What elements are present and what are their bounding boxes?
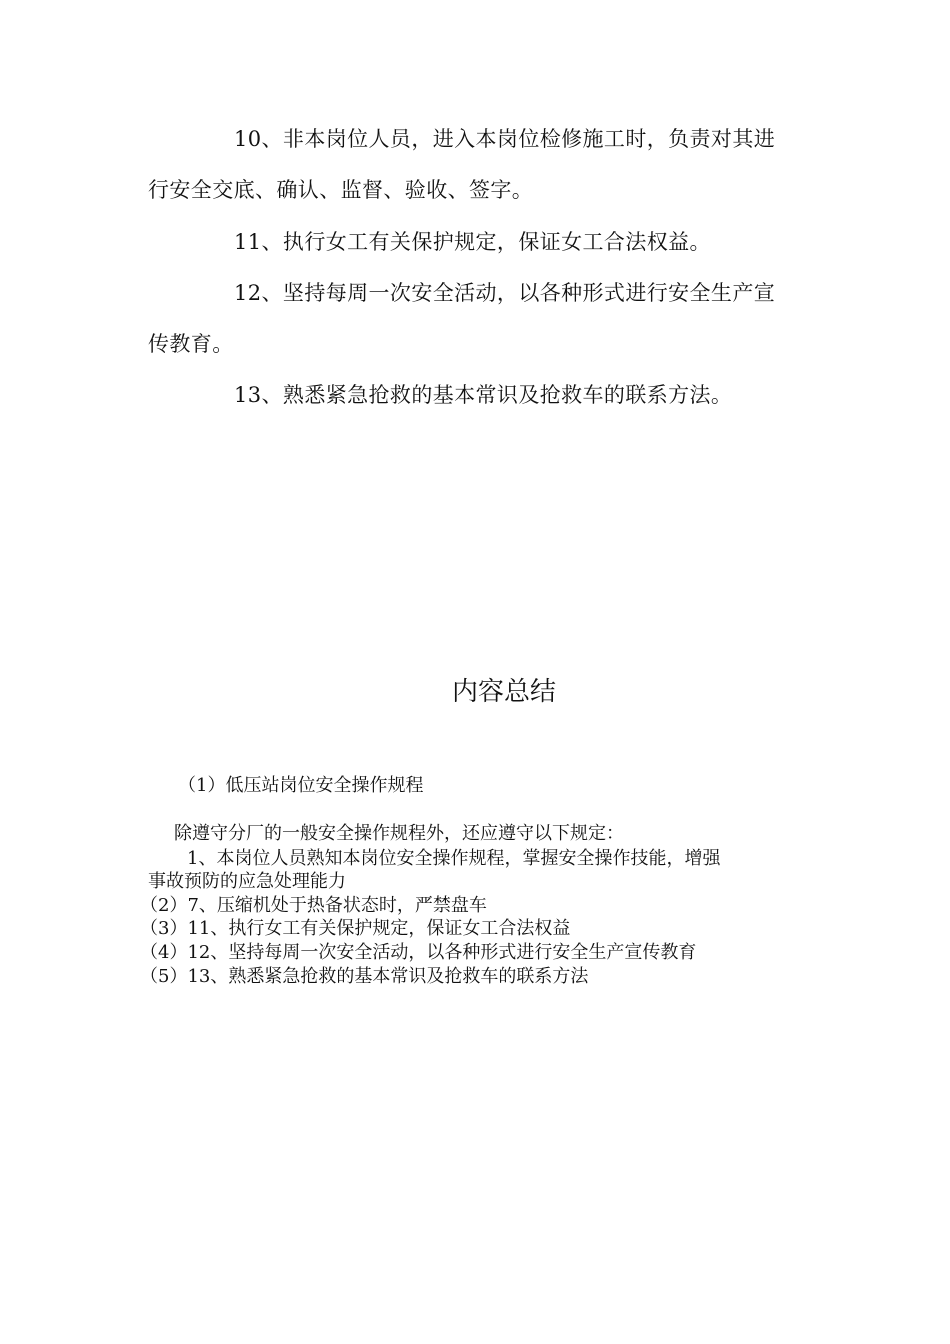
item-10-line-2: 行安全交底、确认、监督、验收、签字。 bbox=[148, 178, 534, 202]
summary-point-2: （2）7、压缩机处于热备状态时，严禁盘车 bbox=[140, 895, 487, 916]
summary-point-4: （4）12、坚持每周一次安全活动，以各种形式进行安全生产宣传教育 bbox=[140, 942, 697, 963]
item-13: 13、熟悉紧急抢救的基本常识及抢救车的联系方法。 bbox=[234, 383, 733, 407]
item-11: 11、执行女工有关保护规定，保证女工合法权益。 bbox=[234, 230, 711, 254]
summary-point-1-line-1: 1、本岗位人员熟知本岗位安全操作规程，掌握安全操作技能，增强 bbox=[187, 848, 721, 869]
summary-title: 内容总结 bbox=[451, 677, 556, 707]
item-12-line-2: 传教育。 bbox=[148, 332, 234, 356]
summary-point-5: （5）13、熟悉紧急抢救的基本常识及抢救车的联系方法 bbox=[140, 966, 589, 987]
summary-point-1-line-2: 事故预防的应急处理能力 bbox=[148, 871, 346, 892]
summary-point-3: （3）11、执行女工有关保护规定，保证女工合法权益 bbox=[140, 918, 571, 939]
item-12-line-1: 12、坚持每周一次安全活动，以各种形式进行安全生产宣 bbox=[234, 281, 776, 305]
summary-heading: （1）低压站岗位安全操作规程 bbox=[178, 775, 424, 796]
summary-intro: 除遵守分厂的一般安全操作规程外，还应遵守以下规定： bbox=[174, 823, 624, 844]
item-10-line-1: 10、非本岗位人员，进入本岗位检修施工时，负责对其进 bbox=[234, 127, 776, 151]
